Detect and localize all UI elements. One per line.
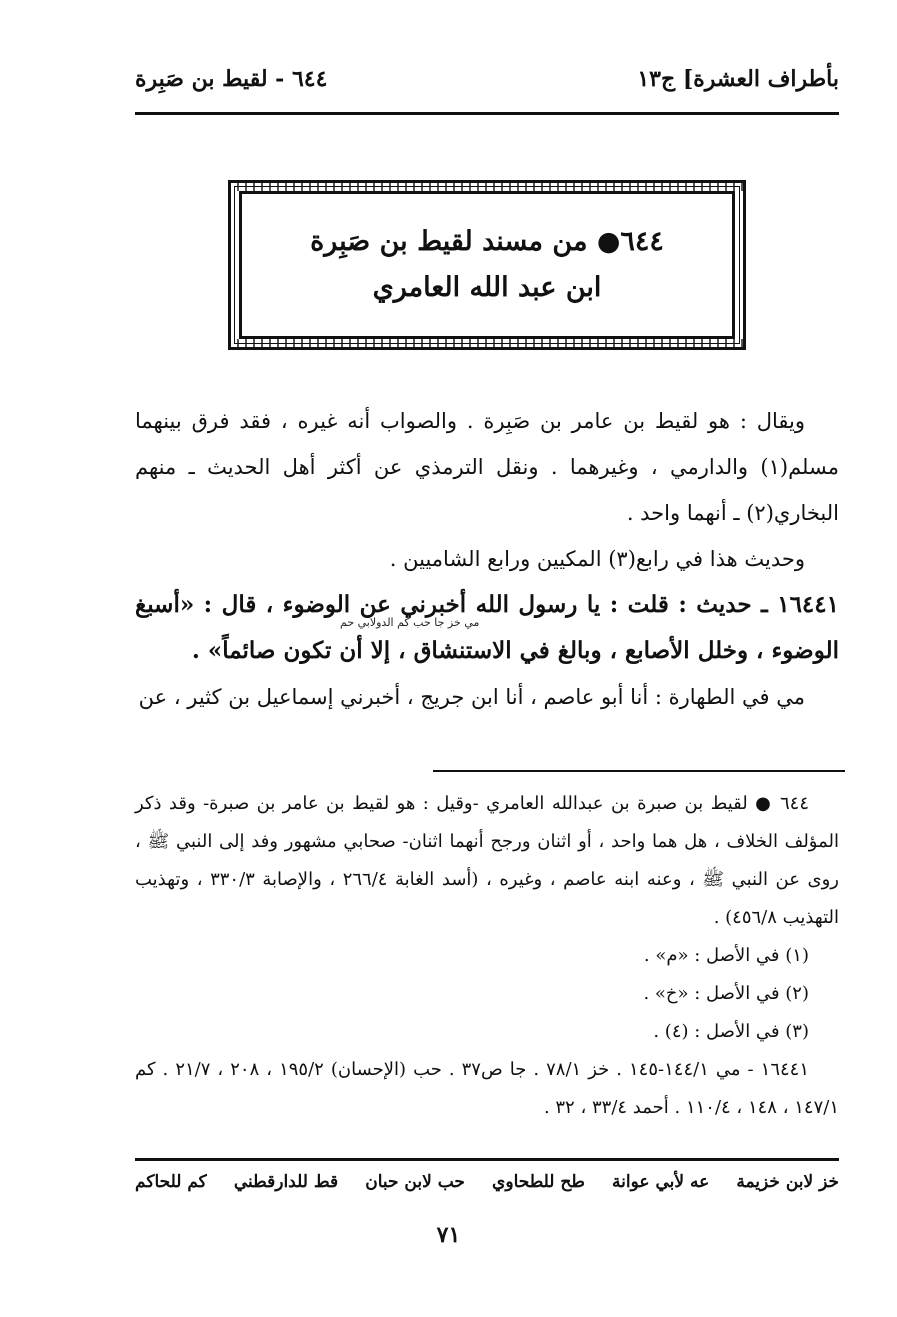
abbreviation-key xyxy=(135,1165,839,1199)
chapter-title-line-1: ٦٤٤● من مسند لقيط بن صَبِرة xyxy=(310,226,664,257)
chapter-title-line-2: ابن عبد الله العامري xyxy=(372,272,602,303)
intro-paragraph: ويقال : هو لقيط بن عامر بن صَبِرة . والصواب أنه غيره ، فقد فرق بينهما مسلم(١) والدارمي ، وغيرهما . ونقل الترمذي عن أكثر أهل الحديث ـ منهم البخاري(٢) ـ أنهما واحد . xyxy=(135,409,839,525)
hadith-paragraph: ١٦٤٤١ ـ حديث : قلت : يا رسول الله أخبرني عن الوضوء ، قال : «أسبغ الوضوء ، وخلل الأصابع ، وبالغ في الاستنشاق ، إلا أن تكون صائماً» . xyxy=(135,591,839,664)
footnotes xyxy=(135,785,839,1127)
footnote-2: (٢) في الأصل : «خ» . xyxy=(643,983,809,1004)
footnote-takhrij: ١٦٤٤١ - مي ١٤٤/١-١٤٥ . خز ٧٨/١ . جا ص٣٧ . حب (الإحسان) ١٩٥/٢ ، ٢٠٨ ، ٢١/٧ . كم ١٤٧/١ ، ١٤٨ ، ١١٠/٤ . أحمد ٣٣/٤ ، ٣٢ . xyxy=(135,1059,839,1118)
main-text xyxy=(135,398,839,720)
footnote-biography: ٦٤٤ ● لقيط بن صبرة بن عبدالله العامري -وقيل : هو لقيط بن عامر بن صبرة- وقد ذكر المؤلف الخلاف ، هل هما واحد ، أو اثنان ورجح أنهما اثنان- صحابي مشهور وفد إلى النبي ﷺ ، روى عن النبي ﷺ ، وعنه ابنه عاصم ، وغيره ، (أسد الغابة ٢٦٦/٤ ، والإصابة ٣٣٠/٣ ، وتهذيب التهذيب ٤٥٦/٨) . xyxy=(135,793,839,928)
abbreviation-item: عه لأبي عوانة xyxy=(612,1172,710,1192)
header-rule xyxy=(135,112,839,115)
abbreviation-rule xyxy=(135,1158,839,1161)
abbreviation-item: طح للطحاوي xyxy=(492,1172,585,1192)
page-number: ٧١ xyxy=(436,1222,461,1248)
title-inner-box xyxy=(239,191,735,339)
isnad-paragraph: مي في الطهارة : أنا أبو عاصم ، أنا ابن جريج ، أخبرني إسماعيل بن كثير ، عن xyxy=(138,685,805,709)
header-book-title: بأطراف العشرة] ج١٣ xyxy=(637,66,839,92)
ornamental-title-frame xyxy=(228,180,746,350)
footnote-1: (١) في الأصل : «م» . xyxy=(643,945,809,966)
footnote-3: (٣) في الأصل : (٤) . xyxy=(653,1021,809,1042)
abbreviation-item: كم للحاكم xyxy=(135,1172,207,1192)
source-sigla-note: مي خز جا حب كم الدولابي حم xyxy=(340,616,480,629)
abbreviation-item: قط للدارقطني xyxy=(233,1172,339,1192)
abbreviation-item: خز لابن خزيمة xyxy=(736,1172,839,1192)
location-paragraph: وحديث هذا في رابع(٣) المكيين ورابع الشاميين . xyxy=(389,547,805,571)
running-header xyxy=(135,62,839,96)
header-section-title: ٦٤٤ - لقيط بن صَبِرة xyxy=(135,66,328,92)
footnote-rule xyxy=(433,770,845,772)
abbreviation-item: حب لابن حبان xyxy=(365,1172,465,1192)
